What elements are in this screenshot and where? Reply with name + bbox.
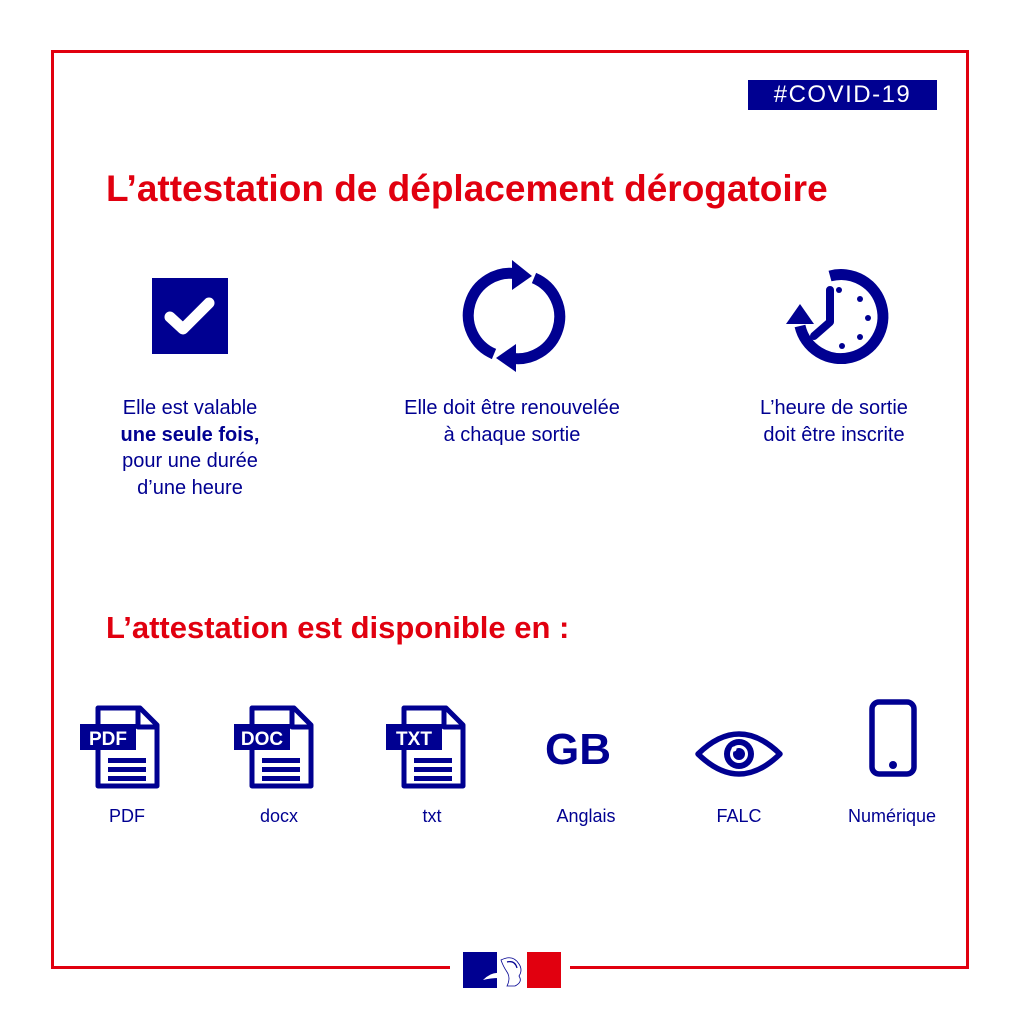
format-label-pdf: PDF — [109, 806, 145, 826]
eye-icon[interactable] — [694, 728, 784, 780]
format-label-falc: FALC — [716, 806, 762, 826]
svg-text:DOC: DOC — [240, 729, 284, 750]
svg-text:TXT: TXT — [396, 729, 432, 750]
feature-line: L’heure de sortie — [760, 397, 908, 419]
txt-file-icon[interactable] — [384, 704, 468, 790]
marianne-logo-icon — [463, 952, 561, 988]
section-subtitle: L’attestation est disponible en : — [106, 610, 570, 645]
clock-history-icon — [780, 266, 890, 368]
feature-renew — [362, 395, 662, 448]
feature-line: doit être inscrite — [763, 423, 905, 446]
feature-exit-time — [684, 395, 984, 448]
page-title: L’attestation de déplacement dérogatoire — [106, 168, 828, 209]
checkbox-check-icon — [152, 278, 228, 354]
feature-line: Elle doit être renouvelée — [404, 397, 620, 419]
refresh-arrows-icon — [460, 258, 568, 374]
feature-line-bold: une seule fois, — [120, 423, 260, 446]
feature-line: à chaque sortie — [443, 423, 581, 446]
svg-text:PDF: PDF — [89, 729, 127, 750]
covid-hashtag-badge: #COVID-19 — [748, 80, 937, 110]
format-label-txt: txt — [422, 806, 442, 826]
format-label-anglais: Anglais — [556, 806, 616, 826]
gb-language-icon[interactable]: GB — [545, 725, 611, 774]
format-label-docx: docx — [259, 806, 299, 826]
smartphone-icon[interactable] — [868, 698, 918, 778]
feature-line: d’une heure — [137, 476, 243, 499]
feature-single-use — [40, 395, 340, 501]
feature-line: Elle est valable — [122, 397, 258, 419]
pdf-file-icon[interactable] — [78, 704, 162, 790]
format-label-numerique: Numérique — [847, 806, 937, 826]
feature-line: pour une durée — [122, 450, 258, 472]
doc-file-icon[interactable] — [232, 704, 316, 790]
